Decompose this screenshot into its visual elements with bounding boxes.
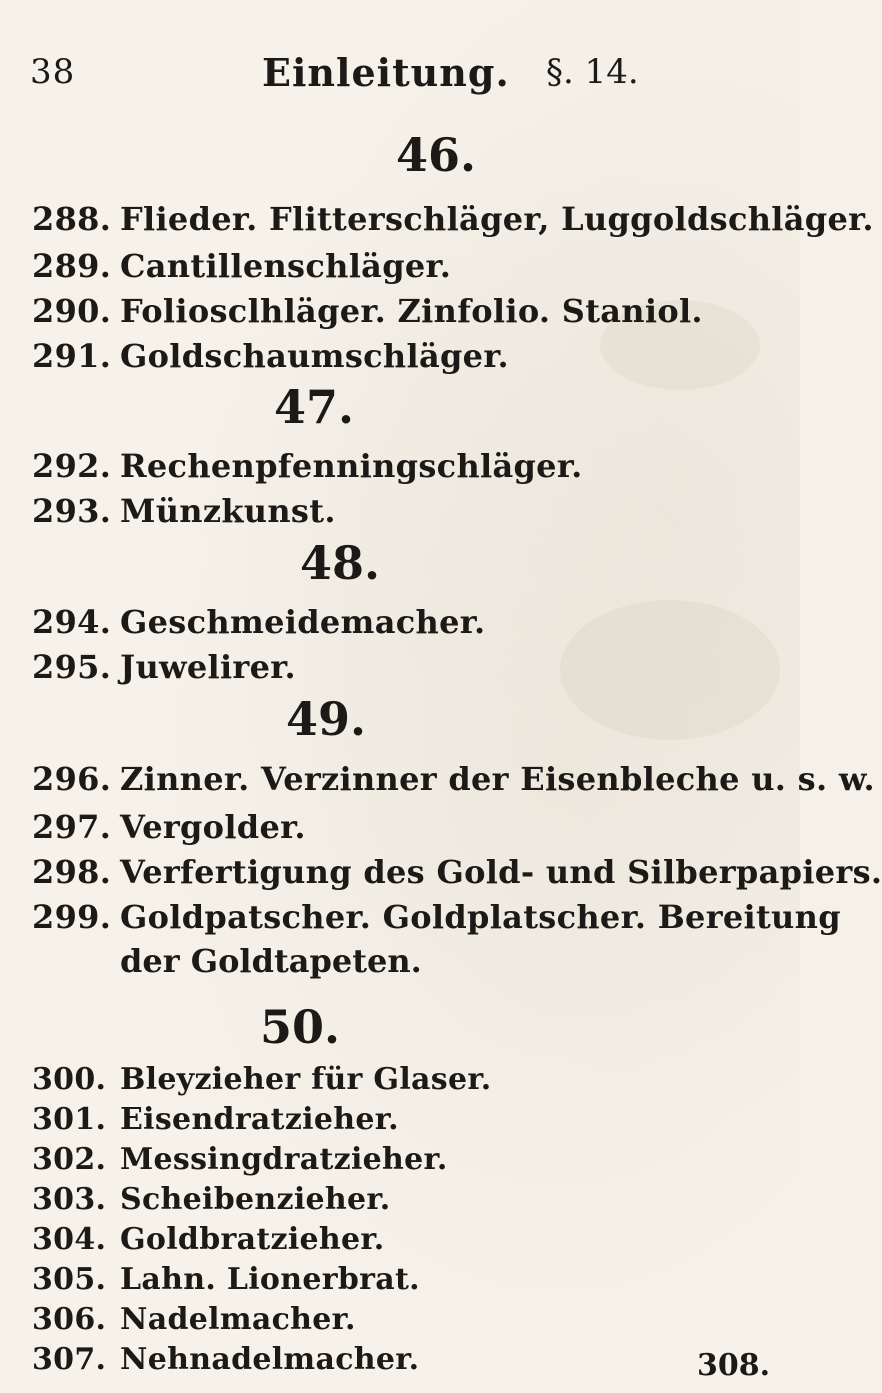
entry-number: 301. bbox=[32, 1102, 107, 1137]
entry-number: 290. bbox=[32, 292, 112, 330]
page-number: 38 bbox=[30, 52, 76, 92]
entry-text: Foliosclhläger. Zinfolio. Staniol. bbox=[120, 292, 703, 330]
list-item bbox=[32, 447, 583, 485]
entry-number: 288. bbox=[32, 200, 112, 238]
entry-text: Eisendratzieher. bbox=[120, 1102, 399, 1137]
list-item bbox=[32, 808, 306, 846]
section-heading: 49. bbox=[285, 692, 367, 746]
entry-number: 291. bbox=[32, 337, 112, 375]
entry-text: Scheibenzieher. bbox=[120, 1182, 391, 1217]
section-heading: 47. bbox=[273, 380, 355, 434]
list-item bbox=[32, 1182, 391, 1217]
entry-text: Zinner. Verzinner der Eisenbleche u. s. w. bbox=[120, 760, 875, 798]
entry-text: Goldbratzieher. bbox=[120, 1222, 385, 1257]
list-item bbox=[32, 200, 874, 238]
entry-number: 305. bbox=[32, 1262, 107, 1297]
entry-text: Messingdratzieher. bbox=[120, 1142, 448, 1177]
entry-number: 306. bbox=[32, 1302, 107, 1337]
list-item bbox=[32, 292, 703, 330]
entry-number: 294. bbox=[32, 603, 112, 641]
entry-number: 292. bbox=[32, 447, 112, 485]
entry-text: Lahn. Lionerbrat. bbox=[120, 1262, 420, 1297]
entry-text: Vergolder. bbox=[120, 808, 306, 846]
entry-number: 293. bbox=[32, 492, 112, 530]
entry-text: Verfertigung des Gold- und Silberpapiers. bbox=[120, 853, 882, 891]
entry-text: Bleyzieher für Glaser. bbox=[120, 1062, 492, 1097]
list-item-hidden bbox=[32, 1342, 419, 1377]
entry-number: 302. bbox=[32, 1142, 107, 1177]
list-item bbox=[32, 853, 882, 891]
entry-text: Geschmeidemacher. bbox=[120, 603, 486, 641]
running-head: Einleitung. bbox=[262, 50, 510, 95]
entry-number: 296. bbox=[32, 760, 112, 798]
list-item bbox=[32, 1222, 385, 1257]
entry-text: Juwelirer. bbox=[120, 648, 296, 686]
entry-number: 304. bbox=[32, 1222, 107, 1257]
section-heading: 46. bbox=[395, 128, 477, 182]
entry-text: Flieder. Flitterschläger, Luggoldschläger. bbox=[120, 200, 874, 238]
entry-text: Cantillenschläger. bbox=[120, 247, 452, 285]
catchword: 308. bbox=[697, 1348, 771, 1383]
entry-number: 298. bbox=[32, 853, 112, 891]
section-marker: §. 14. bbox=[546, 52, 639, 92]
list-item bbox=[32, 492, 336, 530]
entry-number: 307. bbox=[32, 1342, 107, 1377]
list-item bbox=[32, 247, 451, 285]
entry-text: Goldpatscher. Goldplatscher. Bereitung bbox=[120, 898, 841, 936]
section-heading: 50. bbox=[259, 1000, 341, 1054]
list-item bbox=[32, 648, 296, 686]
entry-text: Rechenpfenningschläger. bbox=[120, 447, 583, 485]
paper-stain bbox=[560, 600, 780, 740]
list-item bbox=[32, 1302, 356, 1337]
list-item bbox=[32, 603, 485, 641]
entry-number: 295. bbox=[32, 648, 112, 686]
list-item bbox=[32, 1142, 448, 1177]
list-item bbox=[32, 898, 841, 936]
entry-number: 297. bbox=[32, 808, 112, 846]
entry-number: 299. bbox=[32, 898, 112, 936]
entry-number: 289. bbox=[32, 247, 112, 285]
entry-text: Goldschaumschläger. bbox=[120, 337, 509, 375]
entry-text: Nadelmacher. bbox=[120, 1302, 356, 1337]
entry-text: Münzkunst. bbox=[120, 492, 336, 530]
entry-text: Nehnadelmacher. bbox=[120, 1342, 420, 1377]
entry-number: 300. bbox=[32, 1062, 107, 1097]
list-item bbox=[32, 760, 875, 798]
list-item bbox=[32, 1062, 491, 1097]
list-item bbox=[32, 337, 509, 375]
section-heading: 48. bbox=[299, 536, 381, 590]
entry-continuation: der Goldtapeten. bbox=[120, 942, 422, 980]
entry-number: 303. bbox=[32, 1182, 107, 1217]
list-item bbox=[32, 1102, 399, 1137]
list-item bbox=[32, 1262, 420, 1297]
